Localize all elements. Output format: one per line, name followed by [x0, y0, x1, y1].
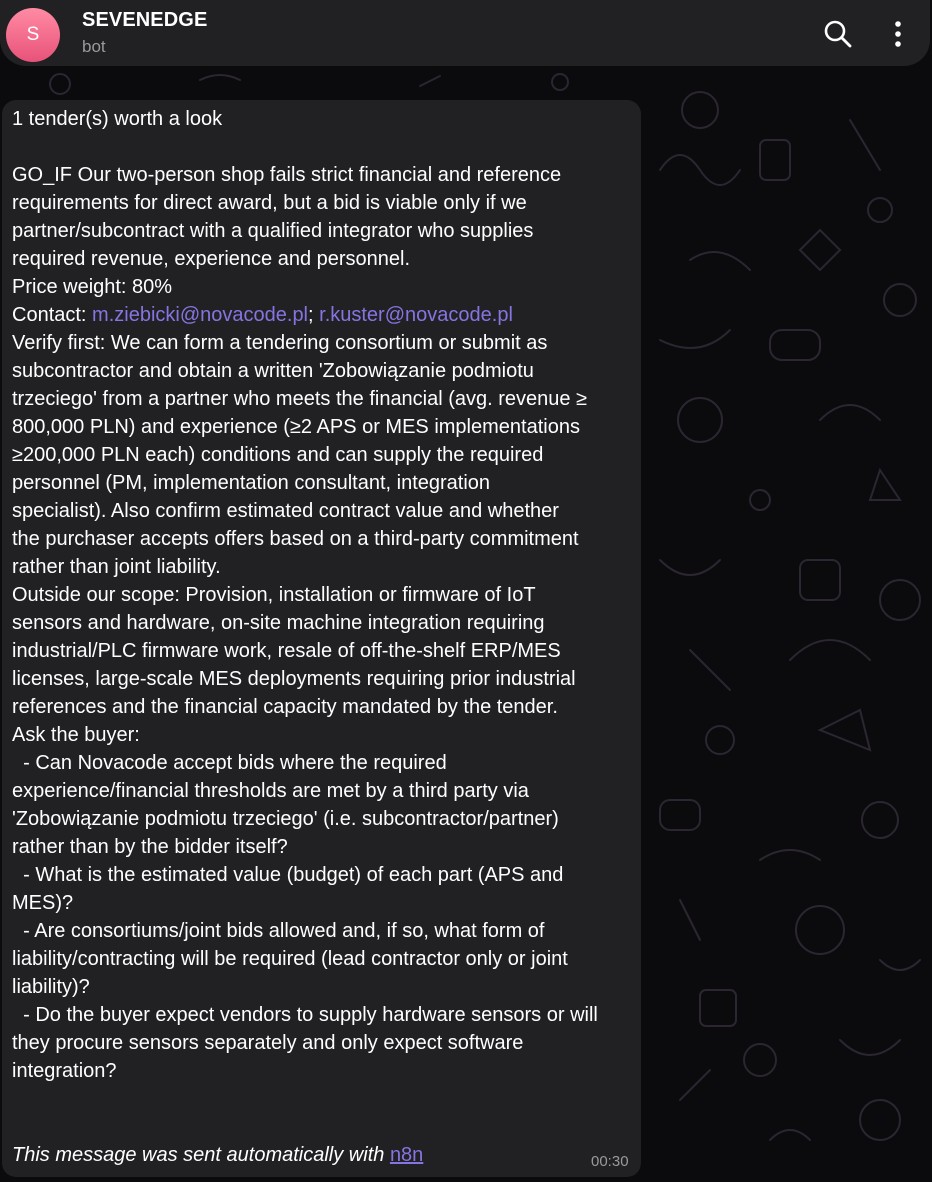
msg-line: MES)? — [12, 892, 74, 914]
msg-line: - Can Novacode accept bids where the required — [12, 752, 447, 774]
msg-line: GO_IF Our two-person shop fails strict financial and reference — [12, 164, 562, 186]
contact-line — [12, 301, 636, 329]
automation-footer — [12, 1141, 423, 1169]
msg-line: licenses, large-scale MES deployments requiring prior industrial — [12, 668, 576, 690]
msg-line: experience/financial thresholds are met by a third party via — [12, 780, 529, 802]
message-text — [12, 105, 636, 1085]
contact-separator: ; — [308, 304, 320, 326]
msg-line: - What is the estimated value (budget) of each part (APS and — [12, 864, 564, 886]
msg-line: trzeciego' from a partner who meets the financial (avg. revenue ≥ — [12, 388, 588, 410]
msg-line: Ask the buyer: — [12, 724, 140, 746]
contact-email-link[interactable]: r.kuster@novacode.pl — [319, 304, 513, 326]
msg-line: - Do the buyer expect vendors to supply hardware sensors or will — [12, 1004, 598, 1026]
msg-line: Outside our scope: Provision, installation or firmware of IoT — [12, 584, 536, 606]
contact-email-link[interactable]: m.ziebicki@novacode.pl — [92, 304, 309, 326]
msg-line: partner/subcontract with a qualified integrator who supplies — [12, 220, 534, 242]
message-bubble[interactable] — [2, 100, 641, 1177]
msg-line: rather than joint liability. — [12, 556, 221, 578]
msg-line: personnel (PM, implementation consultant, integration — [12, 472, 491, 494]
msg-line: they procure sensors separately and only expect software — [12, 1032, 524, 1054]
msg-line: industrial/PLC firmware work, resale of off-the-shelf ERP/MES — [12, 640, 561, 662]
chat-subtitle: bot — [82, 37, 106, 56]
search-button[interactable] — [822, 18, 854, 50]
msg-line: 800,000 PLN) and experience (≥2 APS or MES implementations — [12, 416, 580, 438]
more-vertical-icon — [884, 18, 912, 50]
msg-line: requirements for direct award, but a bid is viable only if we — [12, 192, 527, 214]
price-weight-line: Price weight: 80% — [12, 276, 173, 298]
chat-header[interactable] — [0, 0, 930, 66]
msg-line: Verify first: We can form a tendering consortium or submit as — [12, 332, 548, 354]
msg-line: ≥200,000 PLN each) conditions and can supply the required — [12, 444, 544, 466]
n8n-link[interactable]: n8n — [389, 1144, 424, 1166]
msg-line: liability)? — [12, 976, 90, 998]
msg-line: rather than by the bidder itself? — [12, 836, 288, 858]
msg-line: 1 tender(s) worth a look — [12, 108, 223, 130]
more-options-button[interactable] — [884, 18, 912, 50]
msg-line-blank — [12, 133, 636, 161]
msg-line: integration? — [12, 1060, 117, 1082]
msg-line: sensors and hardware, on-site machine integration requiring — [12, 612, 545, 634]
bot-avatar[interactable]: S — [6, 8, 60, 62]
message-timestamp: 00:30 — [591, 1153, 629, 1170]
msg-line: specialist). Also confirm estimated contract value and whether — [12, 500, 559, 522]
msg-line: liability/contracting will be required (lead contractor only or joint — [12, 948, 568, 970]
msg-line: - Are consortiums/joint bids allowed and, if so, what form of — [12, 920, 545, 942]
contact-label: Contact: — [12, 304, 93, 326]
msg-line: required revenue, experience and personnel. — [12, 248, 411, 270]
msg-line: references and the financial capacity mandated by the tender. — [12, 696, 558, 718]
chat-title[interactable]: SEVENEDGE — [82, 9, 208, 31]
msg-line: the purchaser accepts offers based on a third-party commitment — [12, 528, 579, 550]
msg-line: subcontractor and obtain a written 'Zobowiązanie podmiotu — [12, 360, 534, 382]
footer-text: This message was sent automatically with — [12, 1144, 390, 1166]
search-icon — [822, 18, 854, 50]
msg-line: 'Zobowiązanie podmiotu trzeciego' (i.e. subcontractor/partner) — [12, 808, 559, 830]
